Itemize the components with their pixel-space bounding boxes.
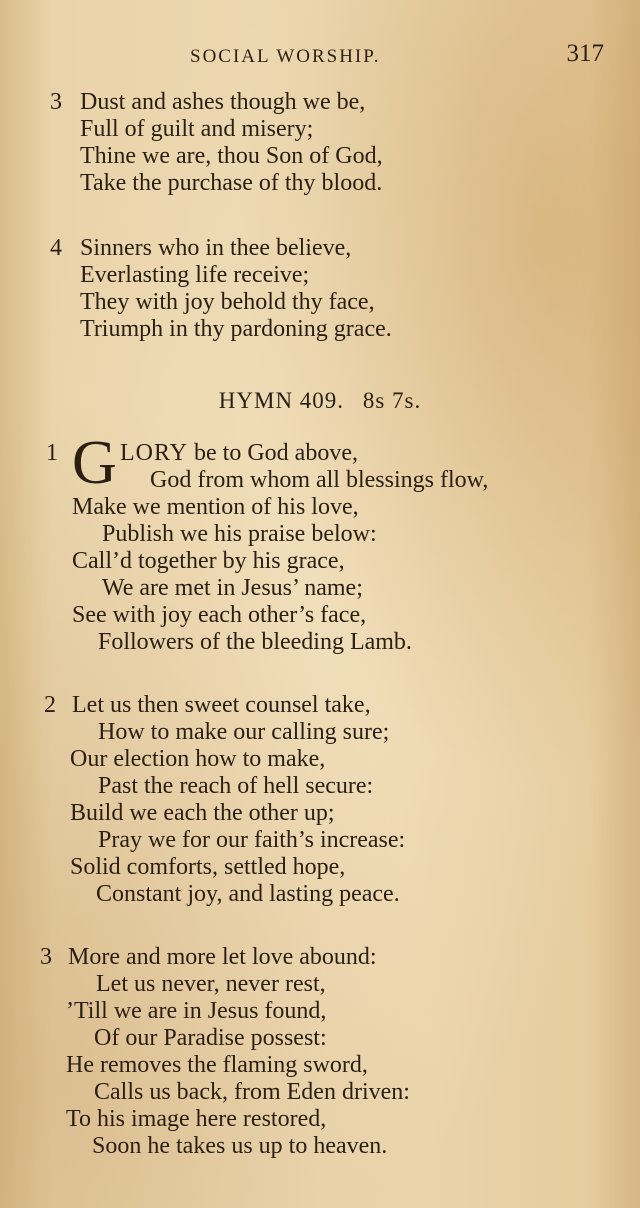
first-line-rest: be to God above, (188, 440, 358, 466)
verse-line: Build we each the other up; (70, 800, 335, 826)
hymn-heading (0, 388, 640, 414)
stanza-number: 3 (40, 944, 52, 970)
stanza-number: 2 (44, 692, 56, 718)
verse-line: Let us then sweet counsel take, (72, 692, 371, 718)
verse-line: Take the purchase of thy blood. (80, 170, 383, 196)
verse-line: ’Till we are in Jesus found, (66, 998, 327, 1024)
verse-line: Publish we his praise below: (102, 521, 377, 547)
verse-line: Thine we are, thou Son of God, (80, 143, 383, 169)
verse-first-line (120, 440, 358, 467)
hymn-label: HYMN 409. (218, 388, 345, 413)
verse-line: Soon he takes us up to heaven. (92, 1133, 388, 1159)
stanza-number: 3 (50, 89, 62, 115)
verse-line: More and more let love abound: (68, 944, 377, 970)
verse-line: Dust and ashes though we be, (80, 89, 366, 115)
verse-line: He removes the flaming sword, (66, 1052, 368, 1078)
verse-line: Constant joy, and lasting peace. (96, 881, 400, 907)
verse-line: How to make our calling sure; (98, 719, 390, 745)
verse-line: Calls us back, from Eden driven: (94, 1079, 410, 1105)
verse-line: Let us never, never rest, (96, 971, 326, 997)
verse-line: Call’d together by his grace, (72, 548, 345, 574)
verse-line: God from whom all blessings flow, (150, 467, 489, 493)
first-word: LORY (120, 440, 189, 466)
verse-line: Pray we for our faith’s increase: (98, 827, 406, 853)
verse-line: Sinners who in thee believe, (80, 235, 352, 261)
verse-line: Everlasting life receive; (80, 262, 310, 288)
running-head (0, 40, 640, 76)
page-number: 317 (566, 40, 604, 67)
hymn-meter: 8s 7s. (362, 388, 422, 413)
verse-line: See with joy each other’s face, (72, 602, 367, 628)
stanza-number: 1 (46, 440, 58, 466)
stanza-number: 4 (50, 235, 62, 261)
verse-line: Full of guilt and misery; (80, 116, 314, 142)
running-head-title: SOCIAL WORSHIP. (190, 46, 381, 67)
verse-line: Followers of the bleeding Lamb. (98, 629, 412, 655)
verse-line: Our election how to make, (70, 746, 326, 772)
drop-cap: G (72, 429, 117, 497)
verse-line: Past the reach of hell secure: (98, 773, 374, 799)
verse-line: They with joy behold thy face, (80, 289, 375, 315)
verse-line: To his image here restored, (66, 1106, 327, 1132)
verse-line: Of our Paradise possest: (94, 1025, 327, 1051)
verse-line: Triumph in thy pardoning grace. (80, 316, 392, 342)
verse-line: Make we mention of his love, (72, 494, 359, 520)
verse-line: Solid comforts, settled hope, (70, 854, 346, 880)
verse-line: We are met in Jesus’ name; (102, 575, 363, 601)
